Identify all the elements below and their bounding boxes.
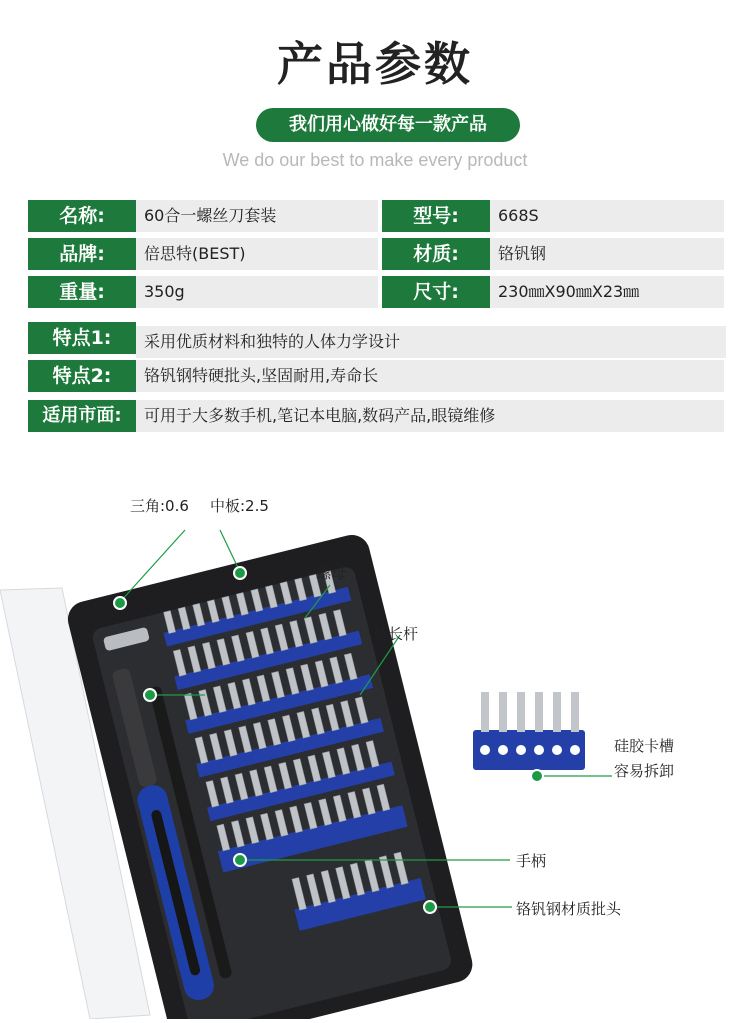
feature1-value: 采用优质材料和独特的人体力学设计 <box>136 326 726 358</box>
spec-row-feature2 <box>28 360 724 392</box>
tagline-pill: 我们用心做好每一款产品 <box>256 108 520 142</box>
callout-dot <box>113 596 127 610</box>
weight-label: 重量: <box>28 276 136 308</box>
spec-row-weight <box>28 276 724 308</box>
callout-extension: 延长杆 <box>373 625 419 643</box>
brand-value: 倍思特(BEST) <box>136 238 378 270</box>
product-illustration <box>0 440 750 1019</box>
callout-dot <box>530 769 544 783</box>
spec-row-feature1 <box>28 322 726 354</box>
callout-dot <box>423 900 437 914</box>
silicone-holder <box>473 692 585 770</box>
material-label: 材质: <box>382 238 490 270</box>
name-value: 60合一螺丝刀套装 <box>136 200 378 232</box>
model-label: 型号: <box>382 200 490 232</box>
callout-silicone-2: 容易拆卸 <box>614 762 675 780</box>
size-label: 尺寸: <box>382 276 490 308</box>
spec-row-usage <box>28 400 724 432</box>
product-area <box>0 440 750 1019</box>
usage-value: 可用于大多数手机,笔记本电脑,数码产品,眼镜维修 <box>136 400 724 432</box>
page-title: 产品参数 <box>277 37 473 91</box>
size-value: 230㎜X90㎜X23㎜ <box>490 276 724 308</box>
name-label: 名称: <box>28 200 136 232</box>
spec-row-brand <box>28 238 724 270</box>
feature2-value: 铬钒钢特硬批头,坚固耐用,寿命长 <box>136 360 724 392</box>
callout-triangle: 三角:0.6 <box>130 497 189 515</box>
callout-dot <box>233 566 247 580</box>
material-value: 铬钒钢 <box>490 238 724 270</box>
callout-nut: 螺母 <box>316 564 347 582</box>
callout-handle: 手柄 <box>516 852 547 870</box>
spec-row-name <box>28 200 724 232</box>
callout-dot <box>233 853 247 867</box>
callout-midboard: 中板:2.5 <box>210 497 269 515</box>
weight-value: 350g <box>136 276 378 308</box>
callout-bits: 铬钒钢材质批头 <box>516 900 622 918</box>
subtitle: We do our best to make every product <box>222 150 528 170</box>
callout-silicone-1: 硅胶卡槽 <box>614 737 675 755</box>
model-value: 668S <box>490 200 724 232</box>
feature2-label: 特点2: <box>28 360 136 392</box>
usage-label: 适用市面: <box>28 400 136 432</box>
brand-label: 品牌: <box>28 238 136 270</box>
feature1-label: 特点1: <box>28 322 136 354</box>
callout-dot <box>143 688 157 702</box>
